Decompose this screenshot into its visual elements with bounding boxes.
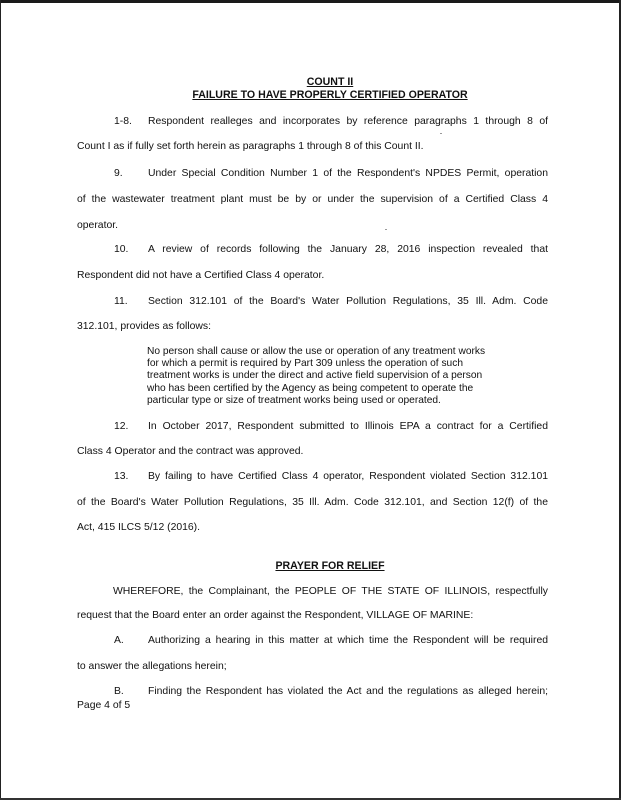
scan-edge-top (0, 0, 621, 3)
paragraph-text: of the wastewater treatment plant must be by or under the supervision of a Certified Class 4 (77, 194, 548, 205)
paragraph-text: In October 2017, Respondent submitted to Illinois EPA a contract for a Certified (148, 421, 548, 432)
paragraph-text: Class 4 Operator and the contract was approved. (77, 446, 304, 457)
heading-count: COUNT II (306, 76, 354, 88)
paragraph-text: of the Board's Water Pollution Regulations, 35 Ill. Adm. Code 312.101, and Section 12(f) of the (77, 497, 548, 508)
list-item-letter: B. (114, 686, 124, 697)
paragraph-text: Act, 415 ILCS 5/12 (2016). (77, 522, 201, 533)
heading-failure: FAILURE TO HAVE PROPERLY CERTIFIED OPERATOR (192, 89, 468, 101)
paragraph-text: operator. (77, 220, 119, 231)
heading-prayer: PRAYER FOR RELIEF (275, 560, 385, 572)
list-item-text: Authorizing a hearing in this matter at which time the Respondent will be required (148, 635, 548, 646)
paragraph-number: 12. (114, 421, 129, 432)
paragraph-text: request that the Board enter an order against the Respondent, VILLAGE OF MARINE: (77, 610, 474, 621)
list-item-letter: A. (114, 635, 124, 646)
paragraph-text: Section 312.101 of the Board's Water Pollution Regulations, 35 Ill. Adm. Code (148, 296, 548, 307)
block-quote-line: No person shall cause or allow the use or operation of any treatment works (147, 346, 486, 357)
block-quote-line: particular type or size of treatment works being used or operated. (147, 395, 441, 406)
paragraph-text: Respondent did not have a Certified Class 4 operator. (77, 270, 325, 281)
list-item-text: to answer the allegations herein; (77, 661, 227, 672)
paragraph-number: 11. (114, 296, 128, 307)
scan-edge-left (0, 0, 1, 800)
block-quote-line: who has been certified by the Agency as being competent to operate the (147, 383, 474, 394)
page-number: Page 4 of 5 (77, 700, 131, 711)
paragraph-text: By failing to have Certified Class 4 operator, Respondent violated Section 312.101 (148, 471, 548, 482)
paragraph-text: Respondent realleges and incorporates by reference paragraphs 1 through 8 of (148, 116, 548, 127)
block-quote-line: for which a permit is required by Part 309 unless the operation of such (147, 358, 463, 369)
paragraph-number: 10. (114, 244, 129, 255)
paragraph-text: WHEREFORE, the Complainant, the PEOPLE OF THE STATE OF ILLINOIS, respectfully (113, 586, 548, 597)
paragraph-text: Under Special Condition Number 1 of the Respondent's NPDES Permit, operation (148, 168, 548, 179)
scan-speck (385, 229, 387, 230)
paragraph-text: A review of records following the January 28, 2016 inspection revealed that (148, 244, 548, 255)
block-quote-line: treatment works is under the direct and active field supervision of a person (147, 370, 483, 381)
paragraph-text: 312.101, provides as follows: (77, 321, 212, 332)
paragraph-number: 9. (114, 168, 123, 179)
paragraph-number: 1-8. (114, 116, 132, 127)
scan-speck (440, 133, 442, 134)
paragraph-number: 13. (114, 471, 129, 482)
list-item-text: Finding the Respondent has violated the Act and the regulations as alleged herein; (148, 686, 548, 697)
paragraph-text: Count I as if fully set forth herein as paragraphs 1 through 8 of this Count II. (77, 141, 424, 152)
